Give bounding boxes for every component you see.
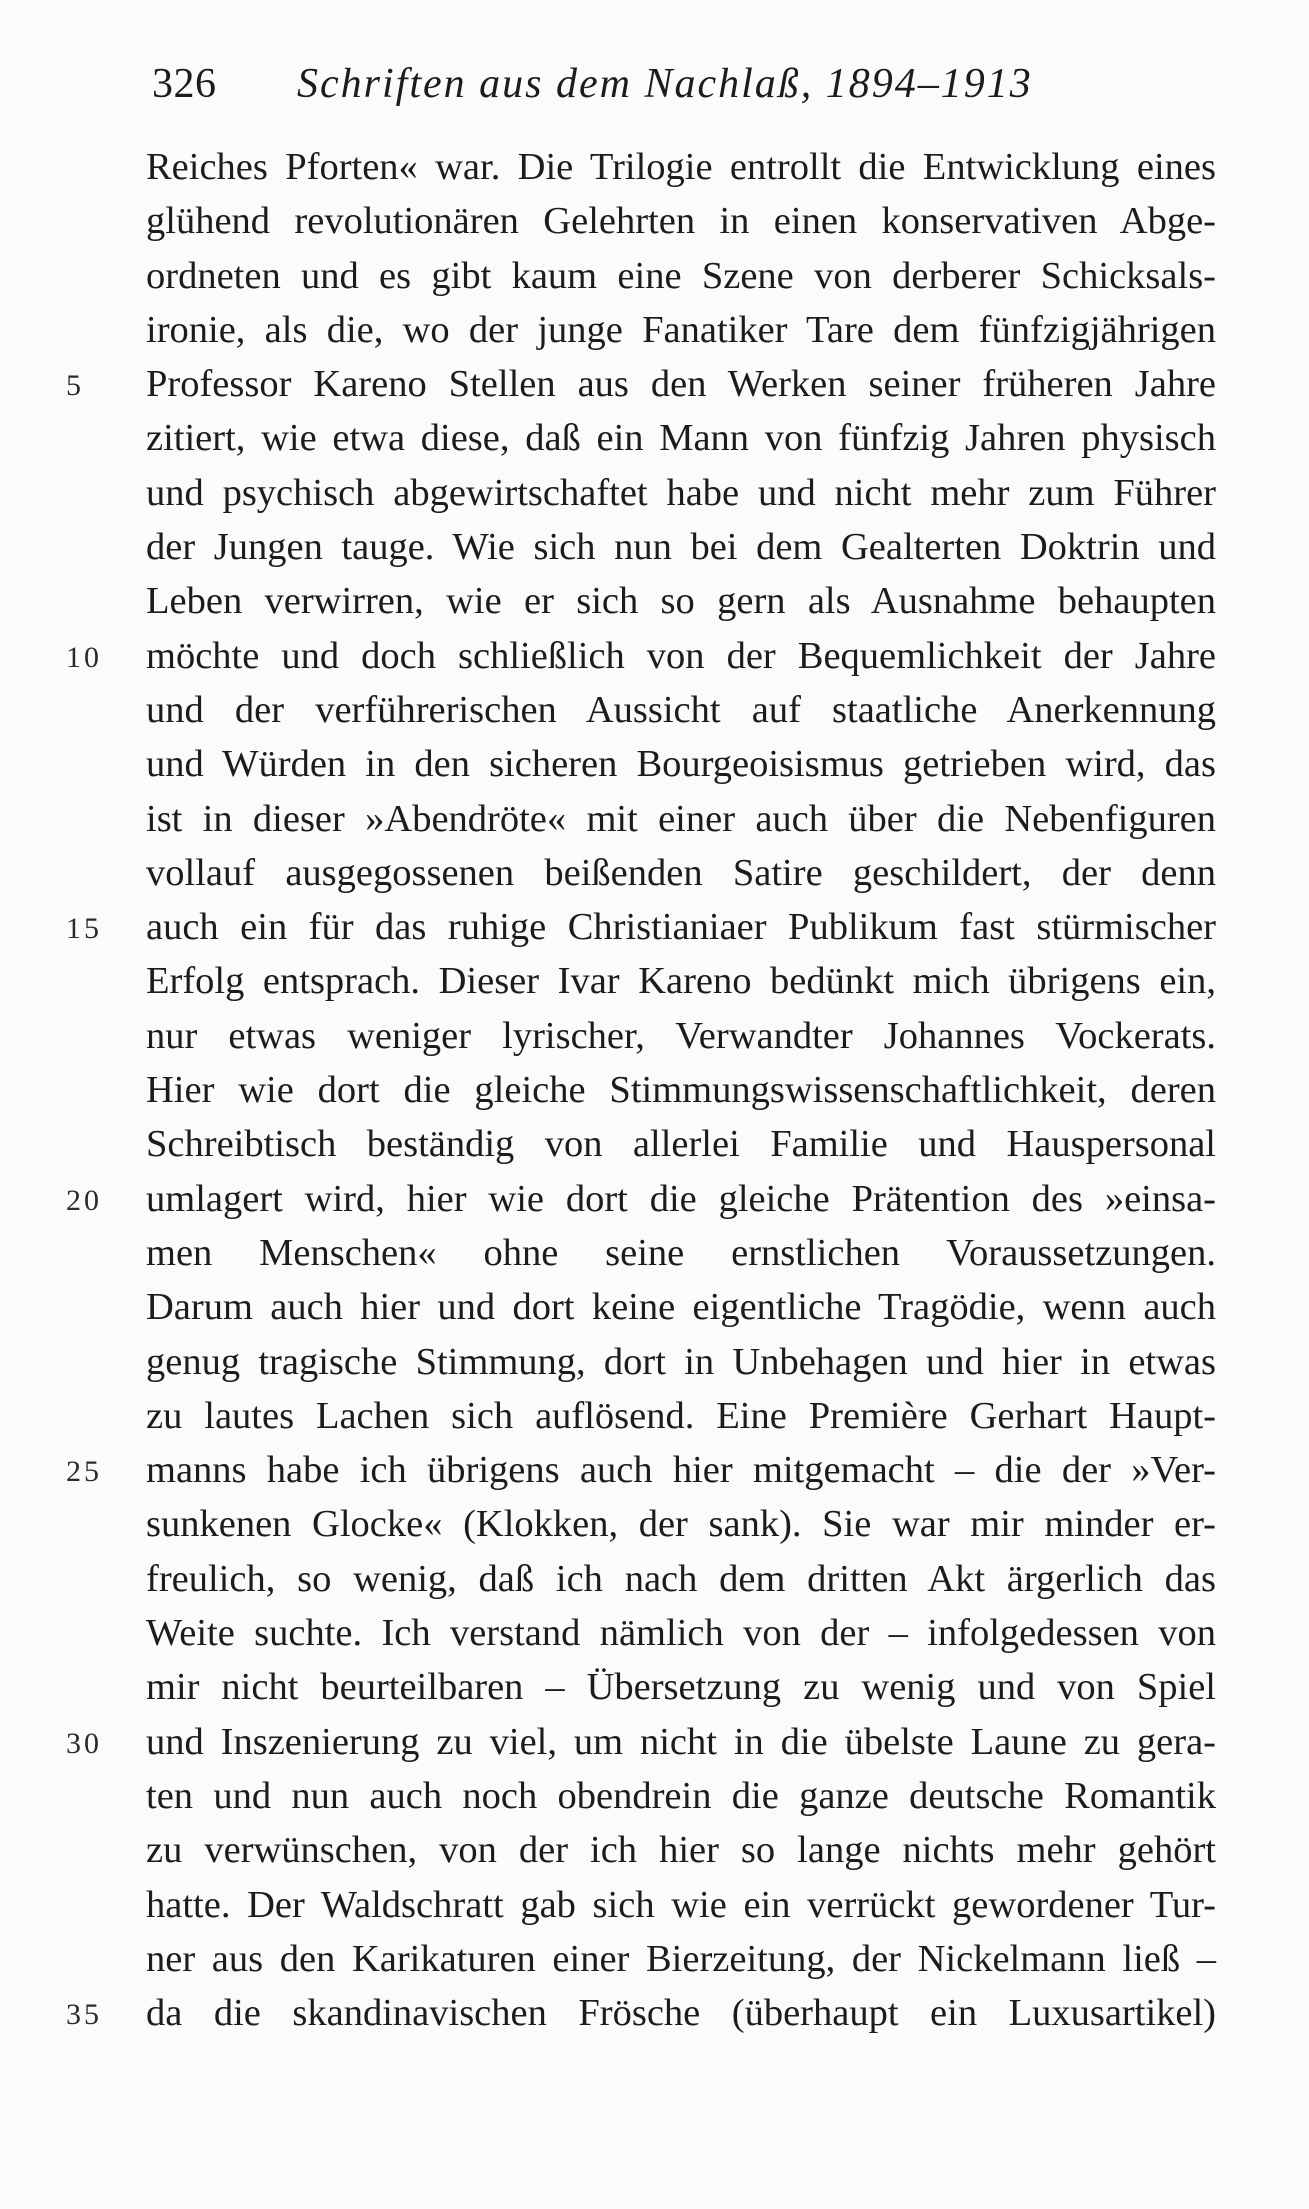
text-line xyxy=(146,1932,1216,1986)
text-line xyxy=(146,1280,1216,1334)
text-line xyxy=(146,303,1216,357)
line-number: 15 xyxy=(66,912,102,946)
line-text: freulich, so wenig, daß ich nach dem dritten Akt ärgerlich das xyxy=(146,1557,1216,1600)
text-line xyxy=(146,954,1216,1008)
line-number: 30 xyxy=(66,1726,102,1760)
text-line xyxy=(146,683,1216,737)
line-text: zu verwünschen, von der ich hier so lange nichts mehr gehört xyxy=(146,1829,1216,1872)
page-number: 326 xyxy=(152,61,217,107)
line-text: manns habe ich übrigens auch hier mitgemacht – die der »Ver- xyxy=(146,1449,1216,1492)
line-text: sunkenen Glocke« (Klokken, der sank). Sie war mir minder er- xyxy=(146,1503,1216,1546)
text-line xyxy=(146,1009,1216,1063)
text-line xyxy=(146,1063,1216,1117)
text-line xyxy=(146,1497,1216,1551)
line-number: 35 xyxy=(66,1998,102,2032)
line-text: der Jungen tauge. Wie sich nun bei dem Gealterten Doktrin und xyxy=(146,526,1216,569)
text-line xyxy=(66,900,1216,954)
text-line xyxy=(146,1335,1216,1389)
line-number: 20 xyxy=(66,1183,102,1217)
text-line xyxy=(146,792,1216,846)
line-text: und der verführerischen Aussicht auf staatliche Anerkennung xyxy=(146,688,1216,731)
line-text: und Inszenierung zu viel, um nicht in die übelste Laune zu gera- xyxy=(146,1720,1216,1763)
line-text: vollauf ausgegossenen beißenden Satire geschildert, der denn xyxy=(146,851,1216,894)
text-line xyxy=(146,1226,1216,1280)
text-line xyxy=(146,1552,1216,1606)
text-line xyxy=(66,1443,1216,1497)
text-line xyxy=(146,466,1216,520)
line-text: und Würden in den sicheren Bourgeoisismus getrieben wird, das xyxy=(146,743,1216,786)
line-number: 5 xyxy=(66,369,84,403)
text-line xyxy=(66,357,1216,411)
text-line xyxy=(66,1172,1216,1226)
line-text: glühend revolutionären Gelehrten in einen konservativen Abge- xyxy=(146,200,1216,243)
text-line xyxy=(146,1823,1216,1877)
text-line xyxy=(66,1986,1216,2040)
line-text: men Menschen« ohne seine ernstlichen Voraussetzungen. xyxy=(146,1231,1216,1274)
line-text: zu lautes Lachen sich auflösend. Eine Première Gerhart Haupt- xyxy=(146,1394,1216,1437)
line-text: Schreibtisch beständig von allerlei Familie und Hauspersonal xyxy=(146,1123,1216,1166)
text-line xyxy=(146,249,1216,303)
line-text: möchte und doch schließlich von der Bequemlichkeit der Jahre xyxy=(146,634,1216,677)
text-line xyxy=(146,411,1216,465)
line-text: zitiert, wie etwa diese, daß ein Mann von fünfzig Jahren physisch xyxy=(146,417,1216,460)
running-title: Schriften aus dem Nachlaß, 1894–1913 xyxy=(297,61,1033,107)
line-text: ironie, als die, wo der junge Fanatiker Tare dem fünfzigjährigen xyxy=(146,308,1216,351)
line-text: Erfolg entsprach. Dieser Ivar Kareno bedünkt mich übrigens ein, xyxy=(146,960,1216,1003)
text-line xyxy=(146,1117,1216,1171)
text-line xyxy=(146,846,1216,900)
line-text: hatte. Der Waldschratt gab sich wie ein verrückt gewordener Tur- xyxy=(146,1883,1216,1926)
text-line xyxy=(146,1660,1216,1714)
line-number: 25 xyxy=(66,1455,102,1489)
text-line xyxy=(146,194,1216,248)
line-text: mir nicht beurteilbaren – Übersetzung zu wenig und von Spiel xyxy=(146,1666,1216,1709)
line-text: da die skandinavischen Frösche (überhaupt ein Luxusartikel) xyxy=(146,1992,1216,2035)
line-text: ten und nun auch noch obendrein die ganze deutsche Romantik xyxy=(146,1774,1216,1817)
line-text: Weite suchte. Ich verstand nämlich von der – infolgedessen von xyxy=(146,1612,1216,1655)
page-header xyxy=(152,60,1212,108)
line-text: nur etwas weniger lyrischer, Verwandter Johannes Vockerats. xyxy=(146,1014,1216,1057)
line-text: ner aus den Karikaturen einer Bierzeitung, der Nickelmann ließ – xyxy=(146,1937,1216,1980)
line-text: Darum auch hier und dort keine eigentliche Tragödie, wenn auch xyxy=(146,1286,1216,1329)
text-line xyxy=(146,737,1216,791)
text-line xyxy=(146,140,1216,194)
text-line xyxy=(146,574,1216,628)
text-line xyxy=(146,1606,1216,1660)
body-text xyxy=(66,140,1216,2040)
text-line xyxy=(66,629,1216,683)
line-text: und psychisch abgewirtschaftet habe und nicht mehr zum Führer xyxy=(146,471,1216,514)
line-text: Leben verwirren, wie er sich so gern als Ausnahme behaupten xyxy=(146,580,1216,623)
text-line xyxy=(146,520,1216,574)
line-text: Hier wie dort die gleiche Stimmungswissenschaftlichkeit, deren xyxy=(146,1069,1216,1112)
line-text: Professor Kareno Stellen aus den Werken seiner früheren Jahre xyxy=(146,363,1216,406)
line-text: ordneten und es gibt kaum eine Szene von derberer Schicksals- xyxy=(146,254,1216,297)
text-line xyxy=(66,1715,1216,1769)
line-text: genug tragische Stimmung, dort in Unbehagen und hier in etwas xyxy=(146,1340,1216,1383)
line-text: Reiches Pforten« war. Die Trilogie entrollt die Entwicklung eines xyxy=(146,146,1216,188)
line-text: umlagert wird, hier wie dort die gleiche Prätention des »einsa- xyxy=(146,1177,1216,1220)
line-number: 10 xyxy=(66,640,102,674)
line-text: ist in dieser »Abendröte« mit einer auch über die Nebenfiguren xyxy=(146,797,1216,840)
text-line xyxy=(146,1389,1216,1443)
text-line xyxy=(146,1769,1216,1823)
line-text: auch ein für das ruhige Christianiaer Publikum fast stürmischer xyxy=(146,906,1216,949)
text-line xyxy=(146,1878,1216,1932)
